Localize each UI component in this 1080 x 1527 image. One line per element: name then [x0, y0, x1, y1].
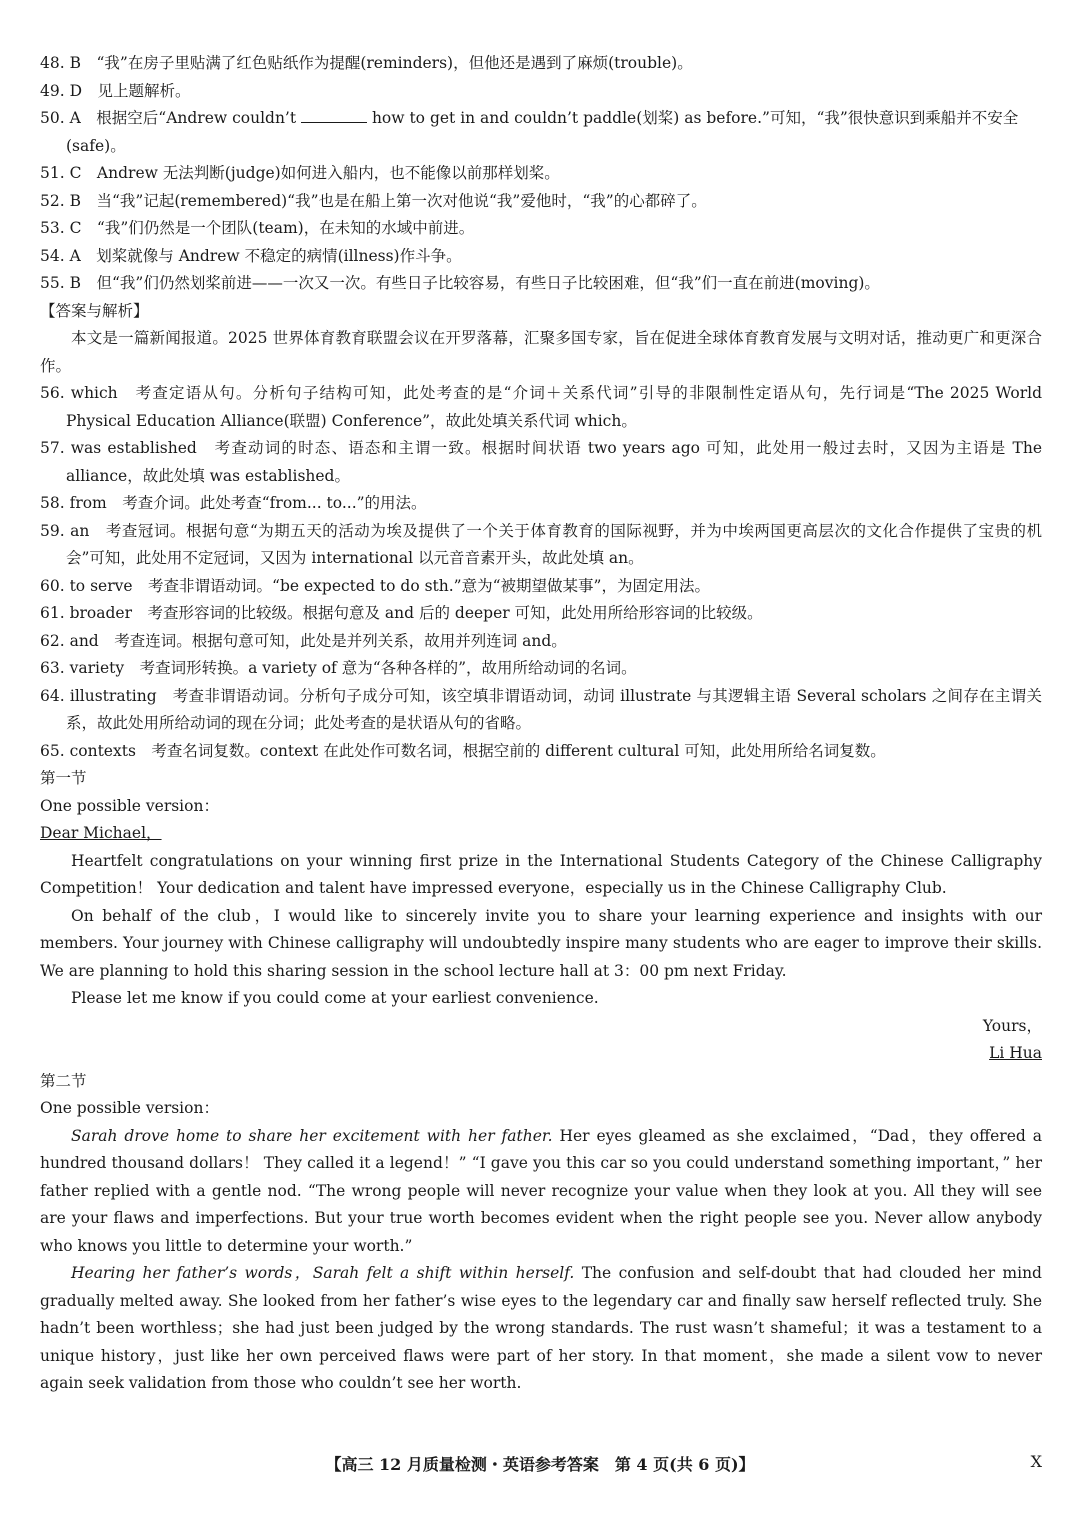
- letter-greeting: [40, 820, 1042, 848]
- footer-mark: X: [1030, 1452, 1042, 1471]
- story-paragraph-2: [40, 1260, 1042, 1398]
- section-1-title: 第一节: [40, 769, 87, 787]
- answer-item-50-post: how to get in and couldn’t paddle(划桨) as before.”可知，“我”很快意识到乘船并不安全(safe)。: [66, 109, 1019, 155]
- page-footer: 【高三 12 月质量检测・英语参考答案 第 4 页(共 6 页)】: [325, 1455, 755, 1474]
- answer-item-53: 53. C “我”们仍然是一个团队(team)，在未知的水域中前进。: [40, 219, 475, 237]
- answer-item-61: 61. broader 考查形容词的比较级。根据句意及 and 后的 deeper 可知，此处用所给形容词的比较级。: [40, 604, 763, 622]
- answer-item-64: 64. illustrating 考查非谓语动词。分析句子成分可知，该空填非谓语动词，动词 illustrate 与其逻辑主语 Several scholars 之间存在主谓关系，故此处用所给动词的现在分词；此处考查的是状语从句的省略。: [40, 686, 1042, 732]
- answer-item-62: 62. and 考查连词。根据句意可知，此处是并列关系，故用并列连词 and。: [40, 631, 567, 650]
- answer-item-50: [40, 105, 1042, 160]
- letter-paragraph-3: Please let me know if you could come at your earliest convenience.: [71, 989, 599, 1007]
- answer-item-57: 57. was established 考查动词的时态、语态和主谓一致。根据时间状语 two years ago 可知，此处用一般过去时，又因为主语是 The alliance，故此处填 was established。: [40, 439, 1042, 485]
- story-paragraph-1: [40, 1123, 1042, 1261]
- letter-paragraph-2: On behalf of the club，I would like to sincerely invite you to share your learning experience and insights with our members. Your journey with Chinese calligraphy will undoubtedly inspire many students who are eager to improve their skills. We are planning to hold this sharing session in the school lecture hall at 3：00 pm next Friday.: [40, 906, 1042, 980]
- letter-closing: Yours，: [982, 1016, 1042, 1035]
- letter-signature: Li Hua: [989, 1044, 1042, 1062]
- answer-item-51: 51. C Andrew 无法判断(judge)如何进入船内，也不能像以前那样划桨。: [40, 164, 560, 182]
- letter-paragraph-1: Heartfelt congratulations on your winning first prize in the International Students Category of the Chinese Calligraphy Competition！ Your dedication and talent have impressed everyone，especially us in the Chinese Calligraphy Club.: [40, 851, 1042, 897]
- story-paragraph-2-body: The confusion and self-doubt that had clouded her mind gradually melted away. She looked from her father’s wise eyes to the legendary car and finally saw herself reflected truly. She hadn’t been worthless；she had just been judged by the wrong standards. The rust wasn’t shameful；it was a testament to a unique history，just like her own perceived flaws were part of her story. In that moment，she made a silent vow to never again seek validation from those who couldn’t see her worth.: [40, 1264, 1042, 1392]
- section-1-version-label: One possible version：: [40, 796, 219, 815]
- story-paragraph-1-lead: Sarah drove home to share her excitement with her father.: [71, 1126, 553, 1145]
- answer-item-63: 63. variety 考查词形转换。a variety of 意为“各种各样的”，故用所给动词的名词。: [40, 659, 637, 677]
- fill-blank: [301, 108, 367, 123]
- answer-item-49: 49. D 见上题解析。: [40, 81, 191, 100]
- answer-item-48: 48. B “我”在房子里贴满了红色贴纸作为提醒(reminders)，但他还是遇到了麻烦(trouble)。: [40, 54, 693, 72]
- answer-section-title: 【答案与解析】: [40, 301, 149, 320]
- section-2-title: 第二节: [40, 1071, 87, 1090]
- page-content: [40, 50, 1042, 1398]
- answer-item-54: 54. A 划桨就像与 Andrew 不稳定的病情(illness)作斗争。: [40, 246, 462, 265]
- answer-item-55: 55. B 但“我”们仍然划桨前进——一次又一次。有些日子比较容易，有些日子比较困难，但“我”们一直在前进(moving)。: [40, 274, 880, 292]
- letter-signature-line: [40, 1040, 1042, 1068]
- answer-item-58: 58. from 考查介词。此处考查“from... to...”的用法。: [40, 494, 427, 512]
- answer-item-56: 56. which 考查定语从句。分析句子结构可知，此处考查的是“介词＋关系代词”引导的非限制性定语从句，先行词是“The 2025 World Physical Education Alliance(联盟) Conference”，故此处填关系代词 which。: [40, 384, 1042, 430]
- answer-item-60: 60. to serve 考查非谓语动词。“be expected to do sth.”意为“被期望做某事”，为固定用法。: [40, 576, 710, 595]
- section-2-version-label: One possible version：: [40, 1099, 219, 1117]
- letter-greeting-text: Dear Michael，: [40, 824, 162, 842]
- answer-item-59: 59. an 考查冠词。根据句意“为期五天的活动为埃及提供了一个关于体育教育的国际视野，并为中埃两国更高层次的文化合作提供了宝贵的机会”可知，此处用不定冠词，又因为 international 以元音音素开头，故此处填 an。: [40, 521, 1042, 567]
- answer-item-50-pre: 50. A 根据空后“Andrew couldn’t: [40, 109, 302, 127]
- answer-item-65: 65. contexts 考查名词复数。context 在此处作可数名词，根据空前的 different cultural 可知，此处用所给名词复数。: [40, 741, 886, 760]
- story-paragraph-1-body: Her eyes gleamed as she exclaimed，“Dad，they offered a hundred thousand dollars！ They called it a legend！” “I gave you this car so you could understand something important，” her father replied with a gentle nod. “The wrong people will never recognize your value when they look at you. All they will see are your flaws and imperfections. But your true worth becomes evident when the right people see you. Never allow anybody who knows you little to determine your worth.”: [40, 1126, 1042, 1255]
- answer-item-52: 52. B 当“我”记起(remembered)“我”也是在船上第一次对他说“我”爱他时，“我”的心都碎了。: [40, 191, 707, 210]
- story-paragraph-2-lead: Hearing her father’s words，Sarah felt a shift within herself.: [71, 1264, 575, 1282]
- passage-intro: 本文是一篇新闻报道。2025 世界体育教育联盟会议在开罗落幕，汇聚多国专家，旨在促进全球体育教育发展与文明对话，推动更广和更深合作。: [40, 329, 1042, 375]
